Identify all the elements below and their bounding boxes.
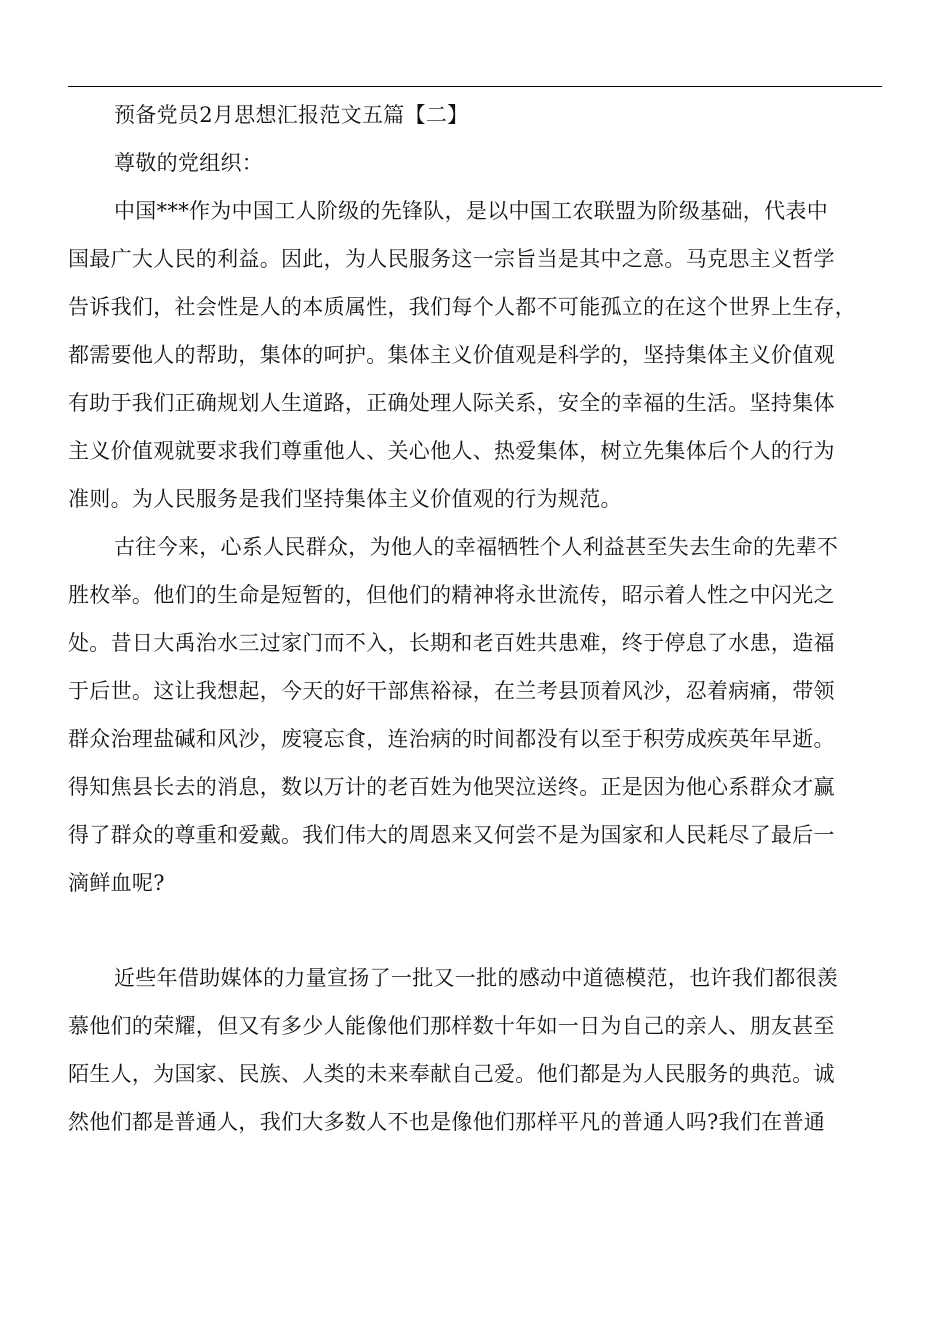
paragraph-line: 陌生人，为国家、民族、人类的未来奉献自己爱。他们都是为人民服务的典范。诚 <box>68 1062 835 1086</box>
document-body <box>68 91 882 1146</box>
paragraph-line: 近些年借助媒体的力量宣扬了一批又一批的感动中道德模范，也许我们都很羡 <box>114 966 839 990</box>
paragraph-line: 都需要他人的帮助，集体的呵护。集体主义价值观是科学的，坚持集体主义价值观 <box>68 343 835 367</box>
salutation: 尊敬的党组织： <box>114 151 264 175</box>
document-title: 预备党员2月思想汇报范文五篇【二】 <box>114 103 469 127</box>
paragraph-line: 主义价值观就要求我们尊重他人、关心他人、热爱集体，树立先集体后个人的行为 <box>68 439 835 463</box>
paragraph-line: 于后世。这让我想起，今天的好干部焦裕禄，在兰考县顶着风沙，忍着病痛，带领 <box>68 679 835 703</box>
header-rule <box>68 86 882 87</box>
paragraph-line: 得知焦县长去的消息，数以万计的老百姓为他哭泣送终。正是因为他心系群众才赢 <box>68 775 835 799</box>
paragraph-line: 处。昔日大禹治水三过家门而不入，长期和老百姓共患难，终于停息了水患，造福 <box>68 631 835 655</box>
paragraph-line: 准则。为人民服务是我们坚持集体主义价值观的行为规范。 <box>68 487 622 511</box>
paragraph-line: 群众治理盐碱和风沙，废寝忘食，连治病的时间都没有以至于积劳成疾英年早逝。 <box>68 727 835 751</box>
paragraph-2 <box>68 523 882 907</box>
paragraph-line: 古往今来，心系人民群众，为他人的幸福牺牲个人利益甚至失去生命的先辈不 <box>114 535 839 559</box>
paragraph-line: 国最广大人民的利益。因此，为人民服务这一宗旨当是其中之意。马克思主义哲学 <box>68 247 835 271</box>
paragraph-1 <box>68 187 882 523</box>
paragraph-line: 有助于我们正确规划人生道路，正确处理人际关系，安全的幸福的生活。坚持集体 <box>68 391 835 415</box>
paragraph-line: 中国***作为中国工人阶级的先锋队，是以中国工农联盟为阶级基础，代表中 <box>114 199 828 223</box>
paragraph-line: 胜枚举。他们的生命是短暂的，但他们的精神将永世流传，昭示着人性之中闪光之 <box>68 583 835 607</box>
paragraph-line: 滴鲜血呢? <box>68 871 165 895</box>
paragraph-line: 告诉我们，社会性是人的本质属性，我们每个人都不可能孤立的在这个世界上生存， <box>68 295 857 319</box>
paragraph-line: 然他们都是普通人，我们大多数人不也是像他们那样平凡的普通人吗?我们在普通 <box>68 1110 826 1134</box>
paragraph-spacer <box>68 907 882 954</box>
paragraph-3 <box>68 954 882 1146</box>
paragraph-line: 得了群众的尊重和爱戴。我们伟大的周恩来又何尝不是为国家和人民耗尽了最后一 <box>68 823 835 847</box>
paragraph-line: 慕他们的荣耀，但又有多少人能像他们那样数十年如一日为自己的亲人、朋友甚至 <box>68 1014 835 1038</box>
